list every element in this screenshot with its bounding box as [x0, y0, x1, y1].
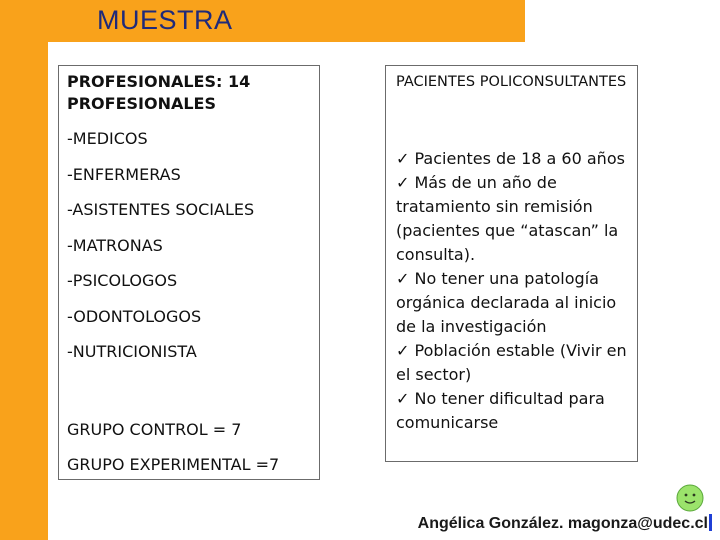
checkmark-icon: ✓ — [396, 389, 410, 408]
list-item: -ODONTOLOGOS — [67, 306, 202, 326]
checkmark-icon: ✓ — [396, 173, 410, 192]
list-item: -MEDICOS — [67, 129, 148, 148]
list-item — [396, 387, 631, 435]
list-item: -NUTRICIONISTA — [67, 342, 197, 361]
slide-title: MUESTRA — [97, 5, 233, 35]
professionals-heading: PROFESIONALES: 14 PROFESIONALES — [67, 72, 251, 113]
checkmark-icon: ✓ — [396, 341, 410, 360]
group-control-text: GRUPO CONTROL = 7 — [67, 420, 242, 439]
professionals-list — [67, 129, 311, 378]
criteria-text: Pacientes de 18 a 60 años — [414, 149, 625, 168]
patients-box — [385, 65, 638, 462]
checkmark-icon: ✓ — [396, 269, 410, 288]
left-accent-bar — [0, 0, 48, 540]
patients-heading: PACIENTES POLICONSULTANTES — [396, 74, 627, 90]
smiley-face-icon — [676, 484, 704, 512]
author-footer — [418, 514, 712, 533]
list-item — [396, 267, 631, 339]
list-item: -MATRONAS — [67, 235, 163, 255]
list-item: -ASISTENTES SOCIALES — [67, 200, 255, 219]
checkmark-icon: ✓ — [396, 149, 410, 168]
author-text: Angélica González. magonza@udec.cl — [417, 515, 708, 532]
criteria-text: No tener una patología orgánica declarada al inicio de la investigación — [396, 269, 617, 336]
list-item — [396, 147, 631, 171]
list-item — [396, 171, 631, 267]
list-item — [396, 339, 631, 387]
list-item: -ENFERMERAS — [67, 164, 181, 184]
group-experimental-text: GRUPO EXPERIMENTAL =7 — [67, 455, 280, 474]
criteria-text: Más de un año de tratamiento sin remisión (pacientes que “atascan” la consulta). — [396, 173, 619, 264]
professionals-box — [58, 65, 320, 480]
top-accent-bar — [0, 0, 525, 42]
criteria-list — [396, 147, 631, 435]
list-item: -PSICOLOGOS — [67, 271, 178, 290]
criteria-text: No tener dificultad para comunicarse — [396, 389, 605, 432]
text-cursor-mark — [709, 514, 712, 531]
criteria-text: Población estable (Vivir en el sector) — [396, 341, 627, 384]
